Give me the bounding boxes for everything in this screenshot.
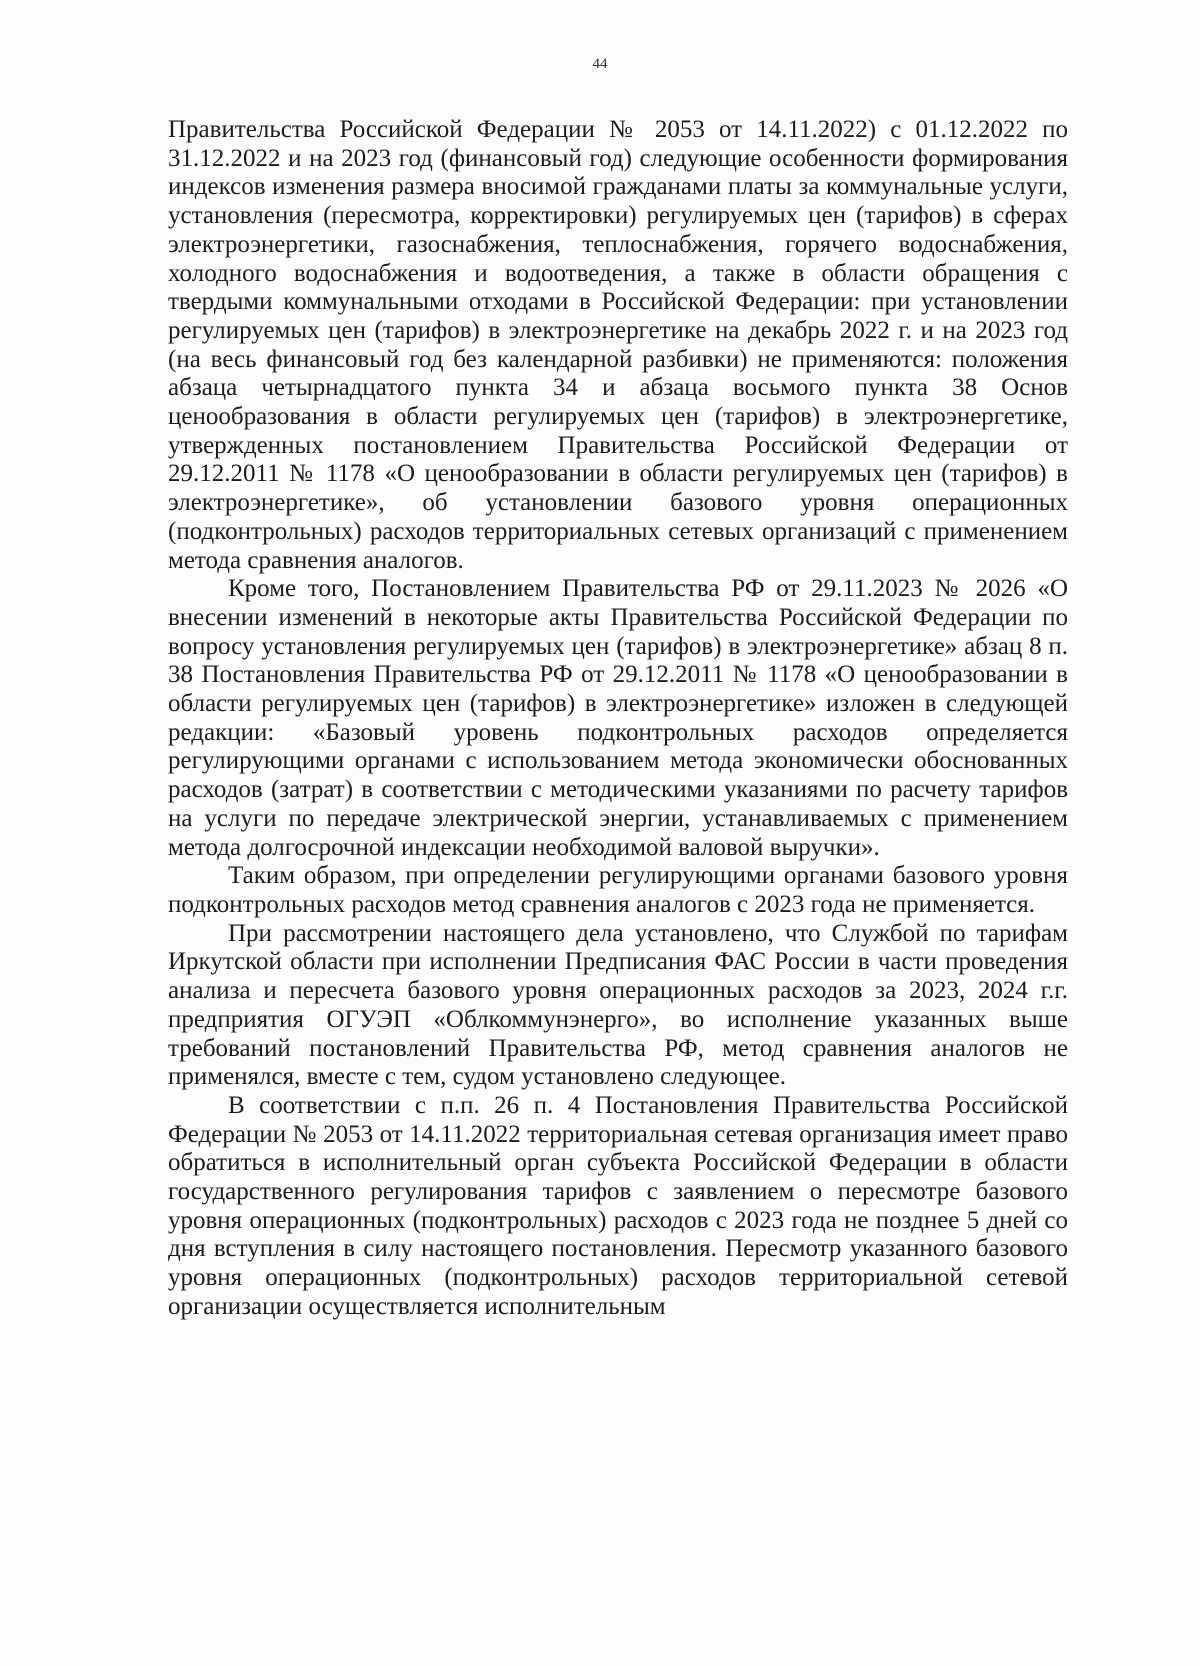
document-body xyxy=(168,116,1068,1322)
page-number: 44 xyxy=(592,56,608,72)
paragraph-resolution-2053: В соответствии с п.п. 26 п. 4 Постановления Правительства Российской Федерации № 2053 от 14.11.2022 территориальная сетевая организация имеет право обратиться в исполнительный орган субъекта Российской Федерации в области государственного регулирования тарифов с заявлением о пересмотре базового уровня операционных (подконтрольных) расходов с 2023 года не позднее 5 дней со дня вступления в силу настоящего постановления. Пересмотр указанного базового уровня операционных (подконтрольных) расходов территориальной сетевой организации осуществляется исполнительным xyxy=(168,1091,1068,1320)
paragraph-case-findings: При рассмотрении настоящего дела установлено, что Службой по тарифам Иркутской области при исполнении Предписания ФАС России в части проведения анализа и пересчета базового уровня операционных расходов за 2023, 2024 г.г. предприятия ОГУЭП «Облкоммунэнерго», во исполнение указанных выше требований постановлений Правительства РФ, метод сравнения аналогов не применялся, вместе с тем, судом установлено следующее. xyxy=(168,919,1068,1091)
paragraph-conclusion: Таким образом, при определении регулирующими органами базового уровня подконтрольных расходов метод сравнения аналогов с 2023 года не применяется. xyxy=(168,862,1068,918)
paragraph-continuation: Правительства Российской Федерации № 2053 от 14.11.2022) с 01.12.2022 по 31.12.2022 и на 2023 год (финансовый год) следующие особенности формирования индексов изменения размера вносимой гражданами платы за коммунальные услуги, установления (пересмотра, корректировки) регулируемых цен (тарифов) в сферах электроэнергетики, газоснабжения, теплоснабжения, горячего водоснабжения, холодного водоснабжения и водоотведения, а также в области обращения с твердыми коммунальными отходами в Российской Федерации: при установлении регулируемых цен (тарифов) в электроэнергетике на декабрь 2022 г. и на 2023 год (на весь финансовый год без календарной разбивки) не применяются: положения абзаца четырнадцатого пункта 34 и абзаца восьмого пункта 38 Основ ценообразования в области регулируемых цен (тарифов) в электроэнергетике, утвержденных постановлением Правительства Российской Федерации от 29.12.2011 № 1178 «О ценообразовании в области регулируемых цен (тарифов) в электроэнергетике», об установлении базового уровня операционных (подконтрольных) расходов территориальных сетевых организаций с применением метода сравнения аналогов. xyxy=(168,116,1068,574)
paragraph-resolution-2026: Кроме того, Постановлением Правительства РФ от 29.11.2023 № 2026 «О внесении изменений в некоторые акты Правительства Российской Федерации по вопросу установления регулируемых цен (тарифов) в электроэнергетике» абзац 8 п. 38 Постановления Правительства РФ от 29.12.2011 № 1178 «О ценообразовании в области регулируемых цен (тарифов) в электроэнергетике» изложен в следующей редакции: «Базовый уровень подконтрольных расходов определяется регулирующими органами с использованием метода экономически обоснованных расходов (затрат) в соответствии с методическими указаниями по расчету тарифов на услуги по передаче электрической энергии, устанавливаемых с применением метода долгосрочной индексации необходимой валовой выручки». xyxy=(168,575,1068,861)
